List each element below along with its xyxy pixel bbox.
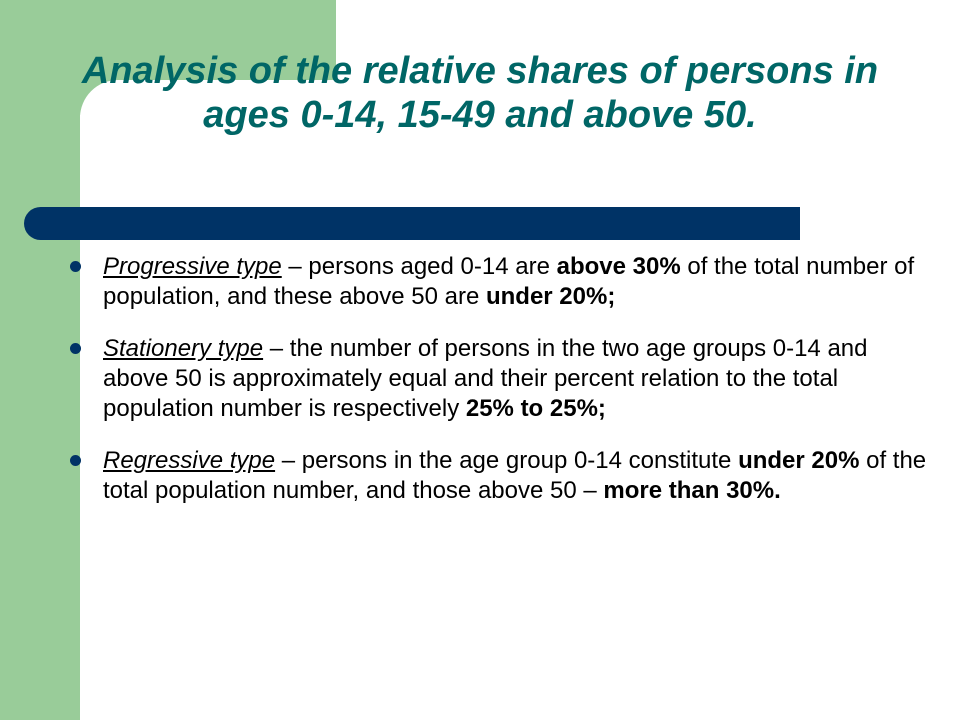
bullet-emphasis: more than 30%. <box>603 477 781 504</box>
bullet-regressive <box>70 446 930 506</box>
bullet-emphasis: under 20%; <box>485 283 616 310</box>
bullet-text: – the number of persons in the two age groups 0-14 and above 50 is approximately equal and their percent relation to the total population number is respectively <box>103 335 868 422</box>
bullet-term: Regressive type <box>103 447 276 474</box>
bullet-progressive <box>70 252 930 312</box>
bullet-emphasis: 25% to 25%; <box>465 395 606 422</box>
bullet-text: of the total number of population, and these above 50 are <box>103 253 915 310</box>
bullet-term: Stationery type <box>103 335 264 362</box>
bullet-dot-icon <box>70 343 81 354</box>
bullet-emphasis: under 20% <box>738 447 860 474</box>
slide-title: Analysis of the relative shares of persons in ages 0-14, 15-49 and above 50. <box>81 50 879 136</box>
bullet-term: Progressive type <box>103 253 282 280</box>
bullet-text: – persons aged 0-14 are <box>281 253 557 280</box>
bullet-text: – persons in the age group 0-14 constitute <box>275 447 739 474</box>
bullet-dot-icon <box>70 261 81 272</box>
title-underline-bar <box>24 207 800 240</box>
bullet-text: of the total population number, and those above 50 – <box>103 447 927 504</box>
bullet-stationery <box>70 334 930 424</box>
bullet-list <box>70 252 930 528</box>
bullet-emphasis: above 30% <box>556 253 681 280</box>
bullet-dot-icon <box>70 455 81 466</box>
